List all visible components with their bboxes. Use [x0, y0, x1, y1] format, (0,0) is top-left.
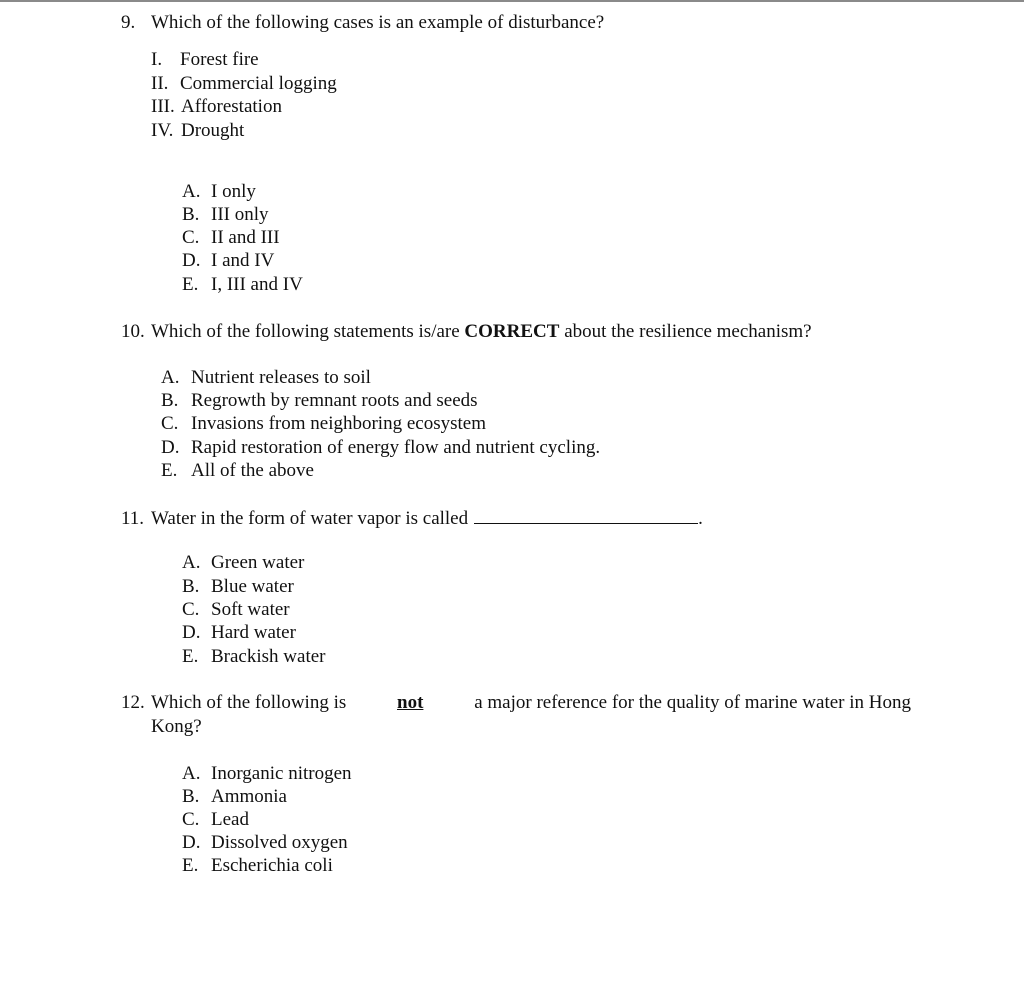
emphasis-not: not [397, 692, 424, 713]
answer-option[interactable]: D. Rapid restoration of energy flow and nutrient cycling. [161, 437, 601, 458]
answer-option[interactable]: D. I and IV [182, 250, 275, 271]
question-text: Which of the following cases is an example of disturbance? [151, 12, 605, 33]
answer-option[interactable]: E. Escherichia coli [182, 855, 333, 876]
answer-option[interactable]: A. Green water [182, 552, 305, 573]
answer-option[interactable]: B. Regrowth by remnant roots and seeds [161, 390, 478, 411]
answer-option[interactable]: A. I only [182, 181, 256, 202]
case-item: I. Forest fire [151, 49, 259, 70]
question-9-stem [121, 11, 604, 34]
fill-in-blank[interactable] [474, 506, 698, 524]
answer-option[interactable]: B. Blue water [182, 576, 294, 597]
answer-option[interactable]: A. Inorganic nitrogen [182, 763, 352, 784]
answer-option[interactable]: A. Nutrient releases to soil [161, 367, 371, 388]
question-11-stem: 11. Water in the form of water vapor is called . [121, 508, 703, 529]
answer-option[interactable]: E. All of the above [161, 460, 314, 481]
answer-option[interactable]: B. Ammonia [182, 786, 287, 807]
answer-option[interactable]: D. Hard water [182, 622, 296, 643]
emphasis-correct: CORRECT [464, 321, 560, 342]
question-12-stem-line2: Kong? [151, 716, 202, 737]
answer-option[interactable]: C. Invasions from neighboring ecosystem [161, 413, 486, 434]
question-12-stem: 12. Which of the following is not a major reference for the quality of marine water in Hong [121, 692, 911, 713]
answer-option[interactable]: E. I, III and IV [182, 274, 303, 295]
answer-option[interactable]: E. Brackish water [182, 646, 326, 667]
question-number: 9. [121, 12, 136, 33]
case-item: III. Afforestation [151, 96, 282, 117]
case-item: II. Commercial logging [151, 73, 337, 94]
answer-option[interactable]: C. II and III [182, 227, 280, 248]
question-10-stem: 10. Which of the following statements is/are CORRECT about the resilience mechanism? [121, 321, 812, 342]
answer-option[interactable]: D. Dissolved oxygen [182, 832, 348, 853]
case-item: IV. Drought [151, 120, 245, 141]
answer-option[interactable]: C. Lead [182, 809, 249, 830]
answer-option[interactable]: B. III only [182, 204, 269, 225]
top-border-line [0, 0, 1024, 2]
answer-option[interactable]: C. Soft water [182, 599, 290, 620]
